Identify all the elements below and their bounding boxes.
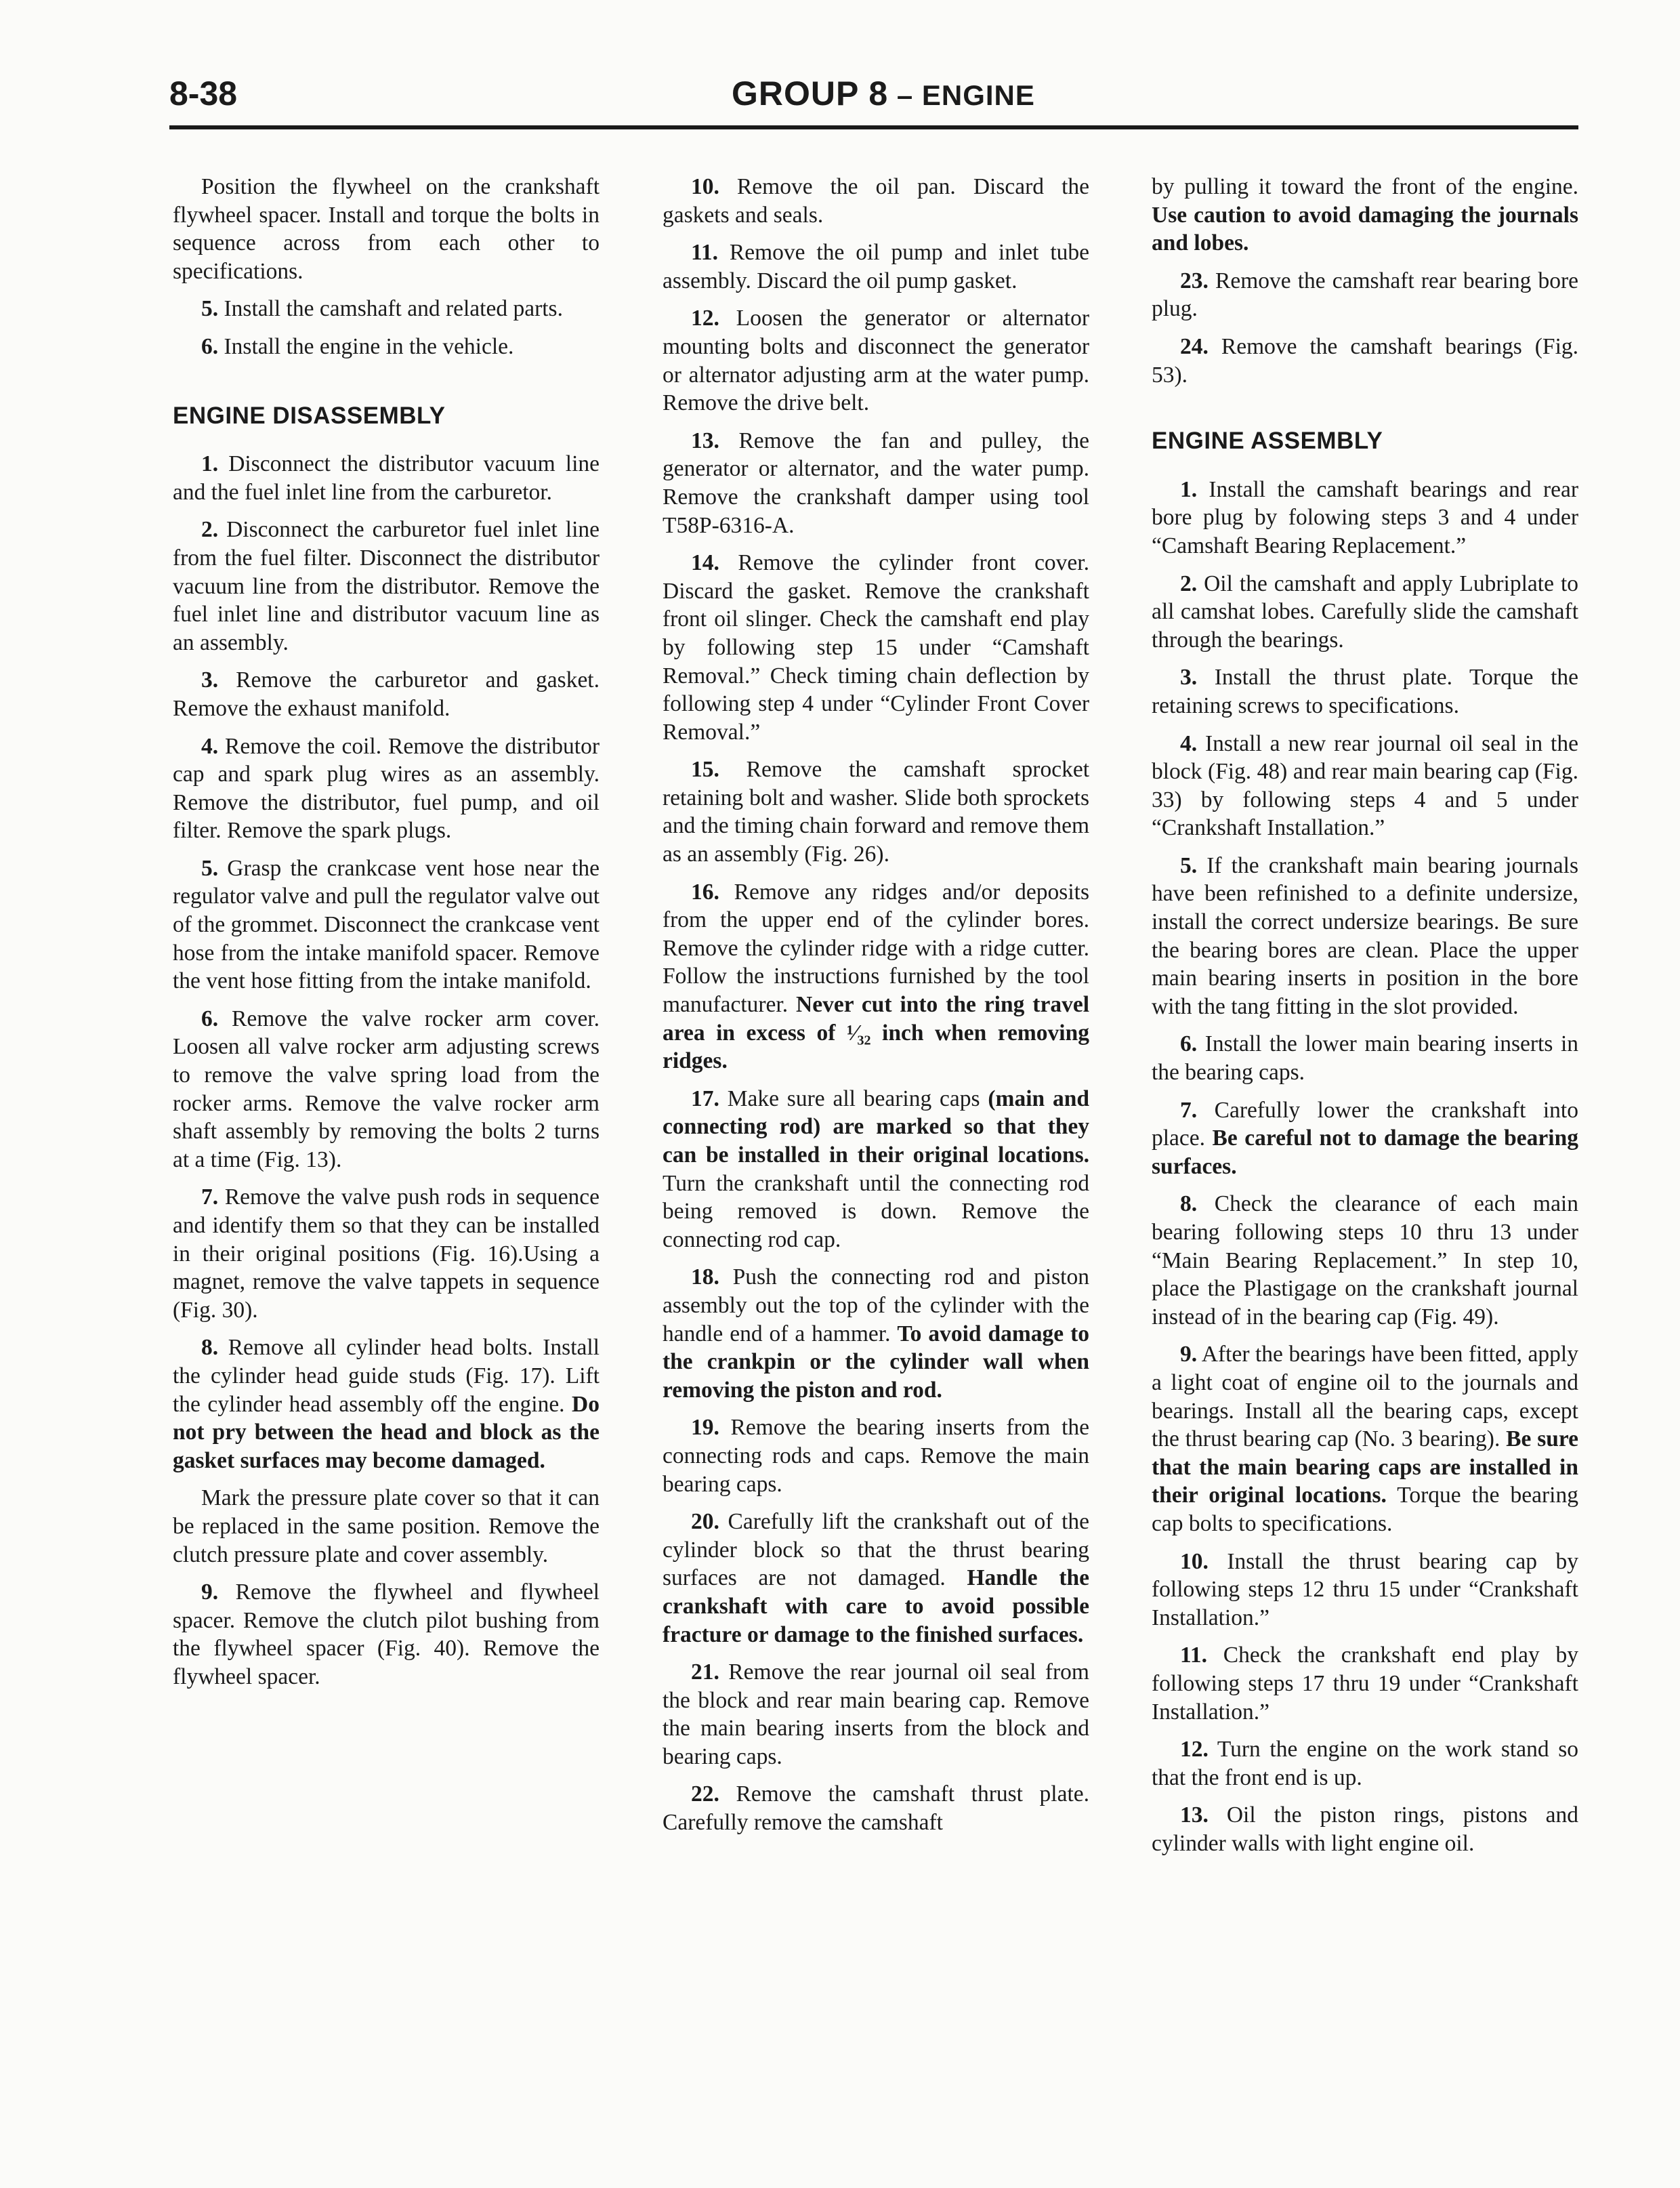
step-paragraph <box>663 173 1089 229</box>
group-title <box>732 74 1206 113</box>
step-number: 5. <box>201 855 219 881</box>
column-2 <box>663 173 1089 1846</box>
step-text-continued: Torque the bearing cap bolts to specifications. <box>1152 1483 1578 1536</box>
step-paragraph <box>173 666 600 722</box>
step-paragraph <box>663 1508 1089 1649</box>
step-text: Make sure all bearing caps <box>719 1086 988 1111</box>
step-paragraph <box>173 295 600 323</box>
step-paragraph <box>663 1085 1089 1254</box>
continued-paragraph <box>1152 173 1578 257</box>
step-text: Oil the piston rings, pistons and cylinder walls with light engine oil. <box>1152 1802 1578 1856</box>
step-text: Remove the camshaft thrust plate. Carefully remove the camshaft <box>663 1781 1089 1836</box>
step-paragraph <box>1152 852 1578 1021</box>
step-number: 18. <box>691 1264 719 1290</box>
step-number: 11. <box>691 240 719 266</box>
step-number: 17. <box>691 1086 719 1111</box>
step-paragraph <box>1152 1096 1578 1181</box>
step-paragraph <box>1152 1548 1578 1632</box>
step-number: 24. <box>1180 333 1209 359</box>
step-paragraph <box>173 450 600 506</box>
step-text: Remove the oil pump and inlet tube assembly. Discard the oil pump gasket. <box>663 240 1089 293</box>
step-text: Remove the cylinder front cover. Discard the gasket. Remove the crankshaft front oil slinger. Check the camshaft end play by following step 15 under “Camshaft Removal.” Check timing chain deflection by following step 4 under “Cylinder Front Cover Removal.” <box>663 550 1089 745</box>
step-text: Install the lower main bearing inserts in the bearing caps. <box>1152 1031 1578 1086</box>
step-text: If the crankshaft main bearing journals have been refinished to a definite undersize, install the correct undersize bearings. Be sure the bearing bores are clean. Place the upper main bearing inserts in position in the bore with the tang fitting in the slot provided. <box>1152 852 1578 1019</box>
step-text: Turn the engine on the work stand so that the front end is up. <box>1152 1737 1578 1790</box>
step-paragraph <box>663 239 1089 295</box>
step-paragraph <box>1152 1030 1578 1086</box>
step-text: Loosen the generator or alternator mounting bolts and disconnect the generator or alternator adjusting arm at the water pump. Remove the drive belt. <box>663 306 1089 416</box>
step-text: Remove the rear journal oil seal from the block and rear main bearing cap. Remove the main bearing inserts from the block and bearing caps. <box>663 1659 1089 1769</box>
step-paragraph <box>173 854 600 995</box>
page-number: 8-38 <box>169 75 238 112</box>
section-heading-disassembly: ENGINE DISASSEMBLY <box>173 402 446 429</box>
section-heading-assembly: ENGINE ASSEMBLY <box>1152 428 1383 455</box>
step-paragraph <box>173 516 600 657</box>
step-text: Check the clearance of each main bearing following steps 10 thru 13 under “Main Bearing Replacement.” In step 10, place the Plastigage on the crankshaft journal instead of in the bearing cap (Fig. 49). <box>1152 1191 1578 1329</box>
step-paragraph <box>663 1413 1089 1498</box>
step-paragraph <box>173 1005 600 1174</box>
step-number: 5. <box>1180 852 1198 878</box>
step-paragraph <box>173 1183 600 1324</box>
step-number: 10. <box>1180 1548 1209 1574</box>
step-text: Install the thrust bearing cap by following steps 12 thru 15 under “Crankshaft Installation.” <box>1152 1548 1578 1630</box>
step-number: 5. <box>201 296 219 322</box>
step-text: Remove the valve rocker arm cover. Loosen all valve rocker arm adjusting screws to remove the valve spring load from the rocker arms. Remove the valve rocker arm shaft assembly by removing the bolts 2 turns at a time (Fig. 13). <box>173 1006 600 1172</box>
step-number: 1. <box>1180 476 1198 502</box>
step-paragraph <box>663 1658 1089 1771</box>
step-number: 6. <box>201 1006 219 1031</box>
step-number: 1. <box>201 451 219 477</box>
step-text: Disconnect the carburetor fuel inlet line from the fuel filter. Disconnect the distributor vacuum line from the distributor. Remove the fuel inlet line and distributor vacuum line as an assembly. <box>173 517 600 655</box>
caution-text: Handle the crankshaft with care to avoid possible fracture or damage to the finished surfaces. <box>663 1565 1089 1647</box>
caution-text: (main and connecting rod) are marked so that they can be installed in their original locations. <box>663 1086 1089 1168</box>
step-number: 2. <box>1180 571 1198 596</box>
step-text: Remove the flywheel and flywheel spacer. Remove the clutch pilot bushing from the flywheel spacer (Fig. 40). Remove the flywheel spacer. <box>173 1580 600 1689</box>
step-paragraph <box>1152 1340 1578 1537</box>
step-text: Install the camshaft bearings and rear bore plug by folowing steps 3 and 4 under “Camshaft Bearing Replacement.” <box>1152 476 1578 558</box>
group-dash: – <box>888 79 922 111</box>
step-paragraph <box>663 1780 1089 1836</box>
step-text: by pulling it toward the front of the engine. <box>1152 174 1578 199</box>
step-number: 13. <box>1180 1802 1209 1828</box>
step-text: Install the engine in the vehicle. <box>218 333 514 359</box>
step-number: 7. <box>201 1184 219 1210</box>
step-number: 6. <box>1180 1031 1198 1057</box>
step-text: Grasp the crankcase vent hose near the regulator valve and pull the regulator valve out of the grommet. Disconnect the crankcase vent hose from the intake manifold spacer. Remove the vent hose fitting from the intake manifold. <box>173 855 600 994</box>
step-paragraph <box>1152 1641 1578 1726</box>
step-number: 9. <box>201 1580 219 1605</box>
step-number: 6. <box>201 333 219 359</box>
caution-text: To avoid damage to the crankpin or the cylinder wall when removing the piston and rod. <box>663 1321 1089 1403</box>
step-paragraph <box>663 756 1089 868</box>
step-paragraph <box>663 1263 1089 1404</box>
step-text: Remove the camshaft sprocket retaining bolt and washer. Slide both sprockets and the timing chain forward and remove them as an assembly (Fig. 26). <box>663 757 1089 867</box>
step-number: 10. <box>691 174 719 199</box>
step-text: Install the camshaft and related parts. <box>218 296 563 322</box>
step-paragraph <box>663 878 1089 1075</box>
step-paragraph <box>663 549 1089 746</box>
step-text: Remove the bearing inserts from the connecting rods and caps. Remove the main bearing caps. <box>663 1415 1089 1497</box>
step-number: 12. <box>691 306 719 331</box>
step-text: Remove the camshaft bearings (Fig. 53). <box>1152 333 1578 388</box>
caution-text: Never cut into the ring travel area in excess of ¹⁄₃₂ inch when removing ridges. <box>663 992 1089 1074</box>
paragraph: Position the flywheel on the crankshaft flywheel spacer. Install and torque the bolts in sequence across from each other to specifications. <box>173 174 600 284</box>
caution-text: Do not pry between the head and block as the gasket surfaces may become damaged. <box>173 1391 600 1473</box>
step-number: 3. <box>201 667 219 693</box>
step-text: Remove all cylinder head bolts. Install the cylinder head guide studs (Fig. 17). Lift the cylinder head assembly off the engine. <box>173 1335 600 1417</box>
column-3 <box>1152 173 1578 1867</box>
step-number: 19. <box>691 1415 719 1441</box>
step-text: Remove the coil. Remove the distributor cap and spark plug wires as an assembly. Remove the distributor, fuel pump, and oil filter. Remove the spark plugs. <box>173 733 600 844</box>
step-text: Carefully lift the crankshaft out of the cylinder block so that the thrust bearing surfaces are not damaged. <box>663 1509 1089 1591</box>
step-number: 22. <box>691 1781 719 1807</box>
step-text: Remove any ridges and/or deposits from the upper end of the cylinder bores. Remove the cylinder ridge with a ridge cutter. Follow the instructions furnished by the tool manufacturer. <box>663 879 1089 1018</box>
step-number: 3. <box>1180 665 1198 690</box>
step-paragraph <box>173 333 600 361</box>
column-1 <box>173 173 600 1701</box>
step-number: 14. <box>691 550 719 576</box>
step-number: 7. <box>1180 1097 1198 1123</box>
step-paragraph <box>1152 267 1578 323</box>
step-paragraph <box>663 427 1089 539</box>
step-text-continued: Turn the crankshaft until the connecting rod being removed is down. Remove the connecting rod cap. <box>663 1170 1089 1252</box>
step-number: 8. <box>201 1335 219 1361</box>
step-paragraph <box>1152 663 1578 720</box>
step-number: 12. <box>1180 1737 1209 1762</box>
step-paragraph <box>1152 333 1578 389</box>
step-paragraph <box>1152 730 1578 842</box>
step-paragraph <box>173 1578 600 1691</box>
step-text: Disconnect the distributor vacuum line and the fuel inlet line from the carburetor. <box>173 451 600 505</box>
step-number: 21. <box>691 1659 719 1685</box>
step-text: Oil the camshaft and apply Lubriplate to all camshat lobes. Carefully slide the camshaft through the bearings. <box>1152 571 1578 653</box>
caution-text: Be careful not to damage the bearing surfaces. <box>1152 1126 1578 1179</box>
step-number: 4. <box>1180 730 1198 756</box>
step-number: 16. <box>691 879 719 905</box>
step-text: Remove the valve push rods in sequence and identify them so that they can be installed in their original positions (Fig. 16).Using a magnet, remove the valve tappets in sequence (Fig. 30). <box>173 1184 600 1323</box>
group-section: ENGINE <box>921 79 1035 111</box>
step-text: Check the crankshaft end play by following steps 17 thru 19 under “Crankshaft Installation.” <box>1152 1643 1578 1725</box>
step-number: 9. <box>1180 1342 1198 1367</box>
step-number: 20. <box>691 1509 719 1535</box>
page-header <box>169 71 1578 129</box>
step-text: Install a new rear journal oil seal in the block (Fig. 48) and rear main bearing cap (Fig. 33) by following steps 4 and 5 under “Crankshaft Installation.” <box>1152 730 1578 841</box>
step-number: 8. <box>1180 1191 1198 1217</box>
step-number: 13. <box>691 428 719 453</box>
group-label: GROUP 8 <box>732 75 889 112</box>
step-text: Remove the oil pan. Discard the gaskets and seals. <box>663 174 1089 228</box>
step-number: 11. <box>1180 1643 1208 1668</box>
caution-text: Be sure that the main bearing caps are installed in their original locations. <box>1152 1426 1578 1508</box>
step-paragraph <box>663 304 1089 417</box>
step-number: 15. <box>691 757 719 783</box>
step-paragraph <box>173 732 600 845</box>
step-text: Remove the carburetor and gasket. Remove the exhaust manifold. <box>173 667 600 721</box>
step-paragraph <box>173 1334 600 1474</box>
caution-text: Use caution to avoid damaging the journals and lobes. <box>1152 202 1578 256</box>
step-paragraph <box>1152 1190 1578 1331</box>
step-text: Remove the camshaft rear bearing bore plug. <box>1152 268 1578 322</box>
step-paragraph <box>1152 1735 1578 1792</box>
paragraph: Mark the pressure plate cover so that it can be replaced in the same position. Remove the clutch pressure plate and cover assembly. <box>173 1485 600 1567</box>
step-text: Push the connecting rod and piston assembly out the top of the cylinder with the handle end of a hammer. <box>663 1264 1089 1346</box>
step-text: After the bearings have been fitted, apply a light coat of engine oil to the journals and bearings. Install all the bearing caps, except the thrust bearing cap (No. 3 bearing). <box>1152 1342 1578 1452</box>
step-paragraph <box>1152 1801 1578 1857</box>
step-paragraph <box>1152 476 1578 560</box>
step-number: 23. <box>1180 268 1209 293</box>
step-number: 2. <box>201 517 219 543</box>
step-paragraph <box>1152 570 1578 655</box>
step-text: Carefully lower the crankshaft into place. <box>1152 1097 1578 1151</box>
step-text: Remove the fan and pulley, the generator or alternator, and the water pump. Remove the crankshaft damper using tool T58P-6316-A. <box>663 428 1089 538</box>
step-text: Install the thrust plate. Torque the retaining screws to specifications. <box>1152 665 1578 718</box>
step-number: 4. <box>201 733 219 759</box>
